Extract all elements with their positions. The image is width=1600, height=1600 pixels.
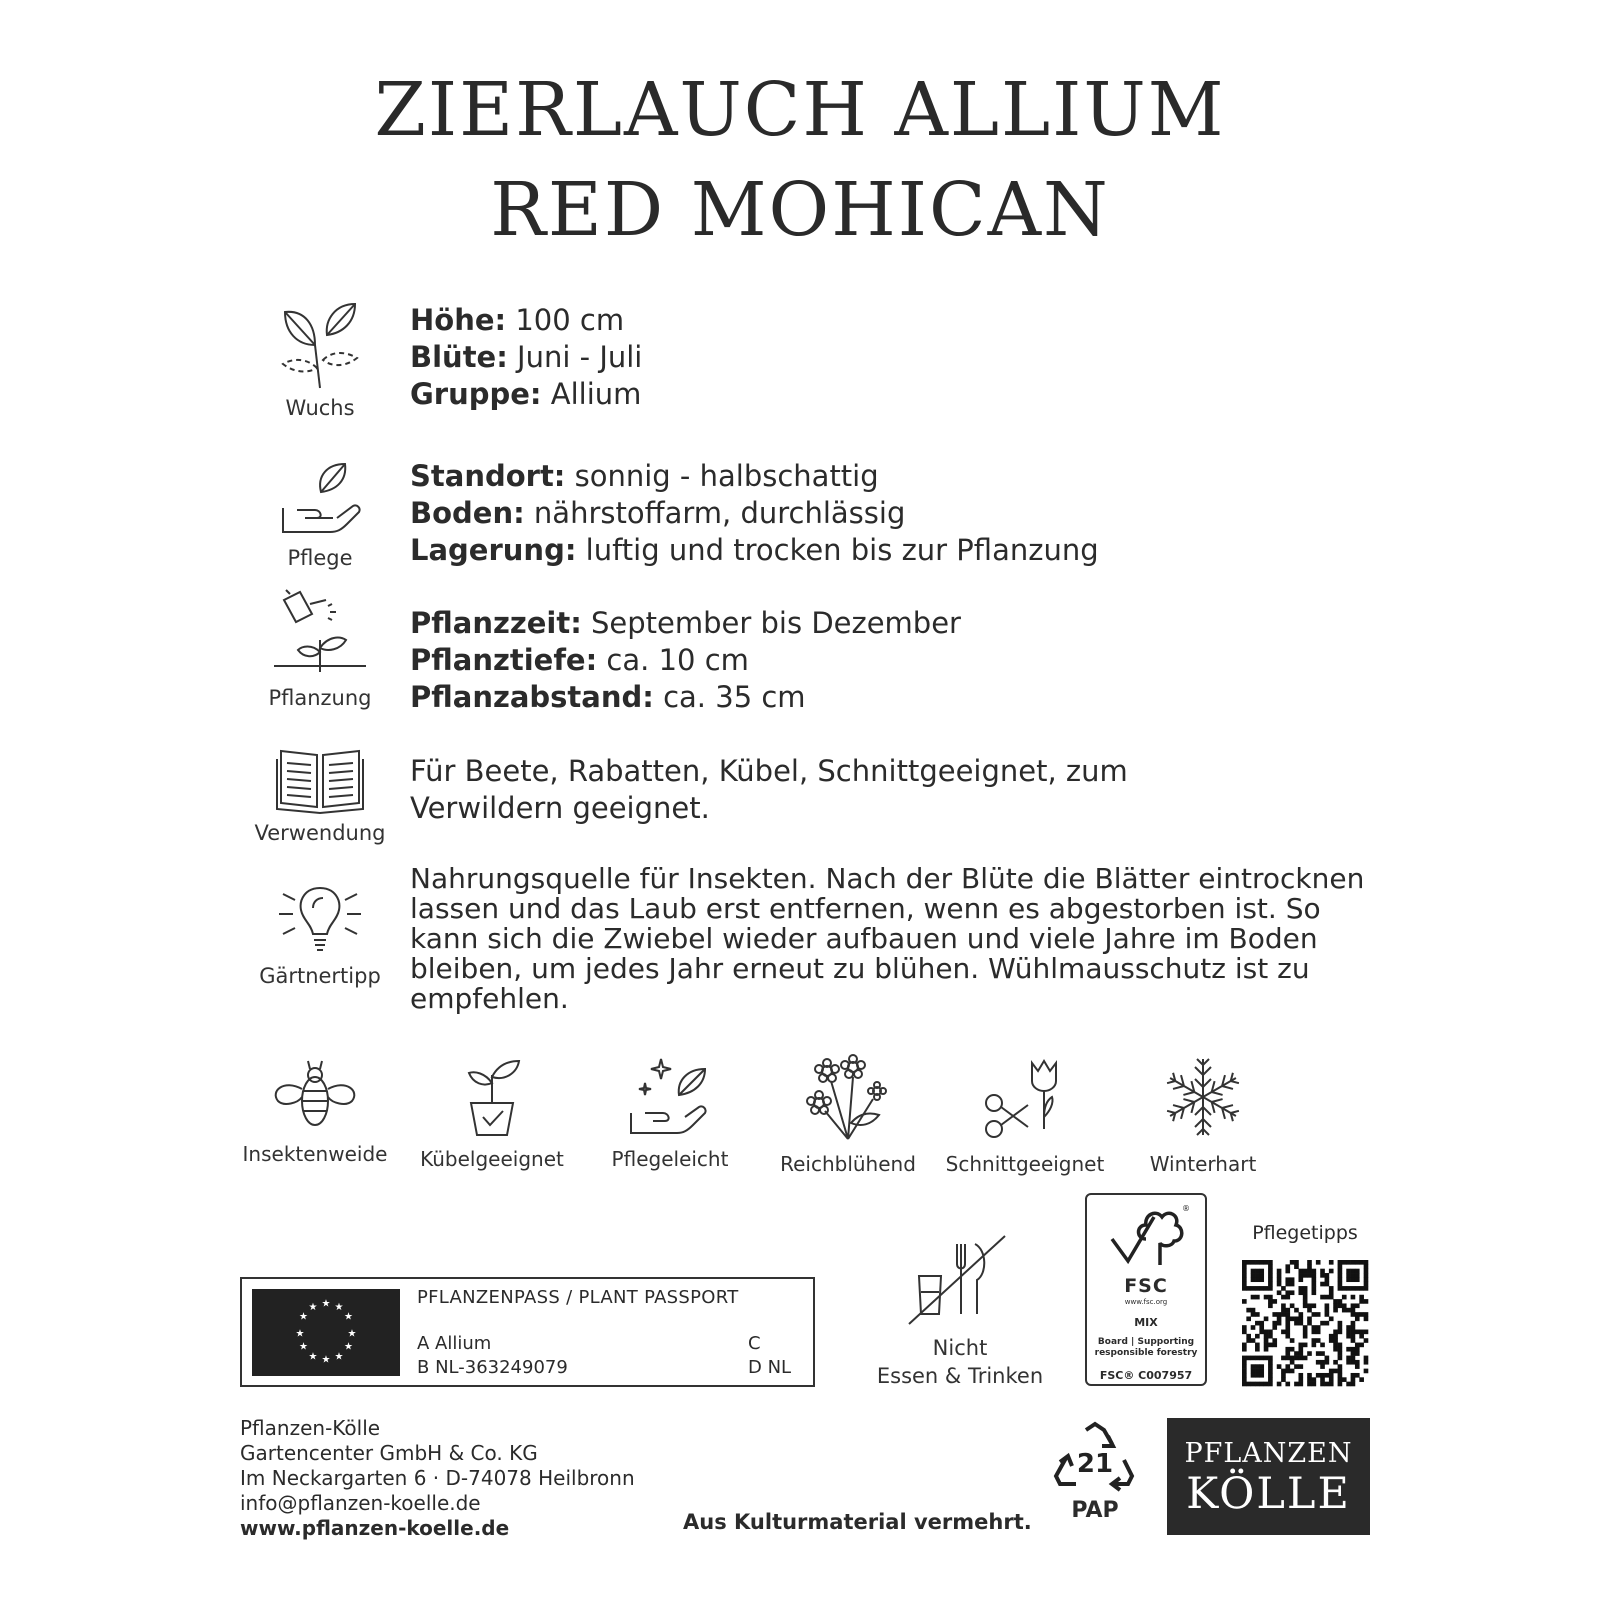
gaertnertipp-icon-block: [240, 878, 400, 988]
pflanzung-line-tiefe: Pflanztiefe: ca. 10 cm: [410, 643, 749, 677]
passport-field-c: C: [748, 1333, 761, 1354]
wuchs-line-hoehe: Höhe: 100 cm: [410, 303, 625, 337]
company-address: [240, 1416, 635, 1541]
pflanzung-line-abstand: Pflanzabstand: ca. 35 cm: [410, 680, 806, 714]
svg-text:★: ★: [344, 1311, 353, 1323]
gaertnertipp-text: Nahrungsquelle für Insekten. Nach der Blüte die Blätter eintrocknen lassen und das Laub erst entfernen, wenn es abgestorben ist. So kann sich die Zwiebel wieder aufbauen und viele Jahre im Boden bleiben, um jedes Jahr erneut zu blühen. Wühlmausschutz ist zu empfehlen.: [410, 862, 1365, 1015]
wuchs-line-bluete: Blüte: Juni - Juli: [410, 340, 643, 374]
passport-field-a: A Allium: [417, 1333, 492, 1354]
verwendung-text: Für Beete, Rabatten, Kübel, Schnittgeeignet, zum Verwildern geeignet.: [410, 754, 1128, 825]
wuchs-text: [410, 302, 1360, 413]
badge-insektenweide: [230, 1055, 400, 1166]
hand-leaf-icon: [275, 460, 365, 540]
plant-passport: [240, 1277, 815, 1387]
passport-field-d: D NL: [748, 1357, 792, 1378]
badge-label: Kübelgeeignet: [420, 1147, 564, 1171]
pflege-text: [410, 458, 1360, 569]
title-line-1: ZIERLAUCH ALLIUM: [374, 67, 1226, 153]
wuchs-line-gruppe: Gruppe: Allium: [410, 377, 642, 411]
potted-plant-icon: [447, 1055, 537, 1135]
no-eat-line-2: Essen & Trinken: [876, 1364, 1044, 1388]
svg-text:★: ★: [321, 1354, 331, 1366]
badge-schnittgeeignet: [940, 1055, 1110, 1176]
badge-label: Insektenweide: [242, 1142, 388, 1166]
fsc-description: Board | Supporting responsible forestry: [1094, 1337, 1198, 1358]
svg-text:★: ★: [334, 1351, 344, 1363]
fsc-label: [1085, 1193, 1207, 1386]
gaertnertipp-label: Gärtnertipp: [259, 964, 381, 988]
lightbulb-icon: [275, 878, 365, 958]
address-line-3: Im Neckargarten 6 · D-74078 Heilbronn: [240, 1466, 635, 1490]
recycle-number: 21: [1076, 1449, 1114, 1479]
passport-field-b: B NL-363249079: [417, 1357, 568, 1378]
open-book-icon: [275, 745, 365, 815]
hand-sparkle-leaf-icon: [625, 1055, 715, 1135]
svg-text:★: ★: [295, 1328, 305, 1340]
address-line-1: Pflanzen-Kölle: [240, 1416, 381, 1440]
badge-winterhart: [1118, 1055, 1288, 1176]
flowers-icon: [803, 1055, 893, 1140]
pflege-line-boden: Boden: nährstoffarm, durchlässig: [410, 496, 906, 530]
snowflake-icon: [1158, 1055, 1248, 1140]
qr-code[interactable]: [1242, 1260, 1368, 1390]
pflanzung-text: [410, 605, 1360, 716]
culture-note: Aus Kulturmaterial vermehrt.: [683, 1510, 1032, 1534]
address-email[interactable]: info@pflanzen-koelle.de: [240, 1491, 481, 1515]
svg-text:★: ★: [299, 1311, 308, 1323]
pflanzung-line-zeit: Pflanzzeit: September bis Dezember: [410, 606, 961, 640]
pflege-line-standort: Standort: sonnig - halbschattig: [410, 459, 879, 493]
title-line-2: RED MOHICAN: [490, 167, 1110, 253]
wuchs-icon-block: [240, 300, 400, 420]
verwendung-label: Verwendung: [254, 821, 386, 845]
svg-text:★: ★: [347, 1328, 357, 1340]
badge-label: Pflegeleicht: [611, 1147, 729, 1171]
address-website[interactable]: www.pflanzen-koelle.de: [240, 1516, 510, 1540]
recycle-triangle-icon: [1050, 1420, 1140, 1500]
fsc-mix: MIX: [1134, 1316, 1158, 1329]
eu-flag-icon: [252, 1289, 400, 1376]
svg-text:★: ★: [334, 1302, 344, 1313]
recycle-code: PAP: [1071, 1498, 1119, 1523]
feature-badges: [230, 1055, 1330, 1185]
page-title: [0, 60, 1600, 260]
pflanzung-icon-block: [240, 590, 400, 710]
logo-line-2: KÖLLE: [1186, 1469, 1351, 1519]
brand-logo: [1167, 1418, 1370, 1535]
passport-title: PFLANZENPASS / PLANT PASSPORT: [417, 1287, 739, 1308]
recycling-symbol: [1050, 1420, 1140, 1523]
svg-text:★: ★: [344, 1341, 353, 1353]
watering-can-sprout-icon: [270, 590, 370, 680]
badge-reichbluehend: [763, 1055, 933, 1176]
fsc-brand: FSC: [1124, 1275, 1168, 1297]
scissors-tulip-icon: [980, 1055, 1070, 1140]
svg-text:★: ★: [299, 1341, 308, 1353]
badge-pflegeleicht: [585, 1055, 755, 1171]
svg-text:®: ®: [1182, 1204, 1190, 1213]
pflege-label: Pflege: [287, 546, 353, 570]
seedling-leaves-icon: [275, 300, 365, 390]
badge-label: Schnittgeeignet: [945, 1152, 1105, 1176]
qr-label: Pflegetipps: [1252, 1222, 1358, 1244]
wuchs-label: Wuchs: [285, 396, 355, 420]
svg-text:★: ★: [308, 1351, 318, 1363]
pflege-line-lagerung: Lagerung: luftig und trocken bis zur Pflanzung: [410, 533, 1099, 567]
not-for-eating: [860, 1230, 1060, 1390]
pflege-icon-block: [240, 460, 400, 570]
fsc-url: www.fsc.org: [1124, 1298, 1168, 1306]
address-line-2: Gartencenter GmbH & Co. KG: [240, 1441, 538, 1465]
fsc-tree-check-icon: [1106, 1203, 1190, 1273]
verwendung-icon-block: [240, 745, 400, 845]
badge-label: Reichblühend: [780, 1152, 916, 1176]
svg-text:★: ★: [321, 1298, 331, 1310]
badge-kuebelgeeignet: [407, 1055, 577, 1171]
fsc-code: FSC® C007957: [1099, 1369, 1193, 1382]
badge-label: Winterhart: [1149, 1152, 1257, 1176]
no-food-drink-icon: [905, 1230, 1015, 1330]
bee-icon: [270, 1055, 360, 1130]
svg-text:★: ★: [308, 1302, 318, 1313]
pflanzung-label: Pflanzung: [268, 686, 372, 710]
no-eat-line-1: Nicht: [932, 1336, 988, 1360]
logo-line-1: PFLANZEN: [1184, 1438, 1353, 1469]
